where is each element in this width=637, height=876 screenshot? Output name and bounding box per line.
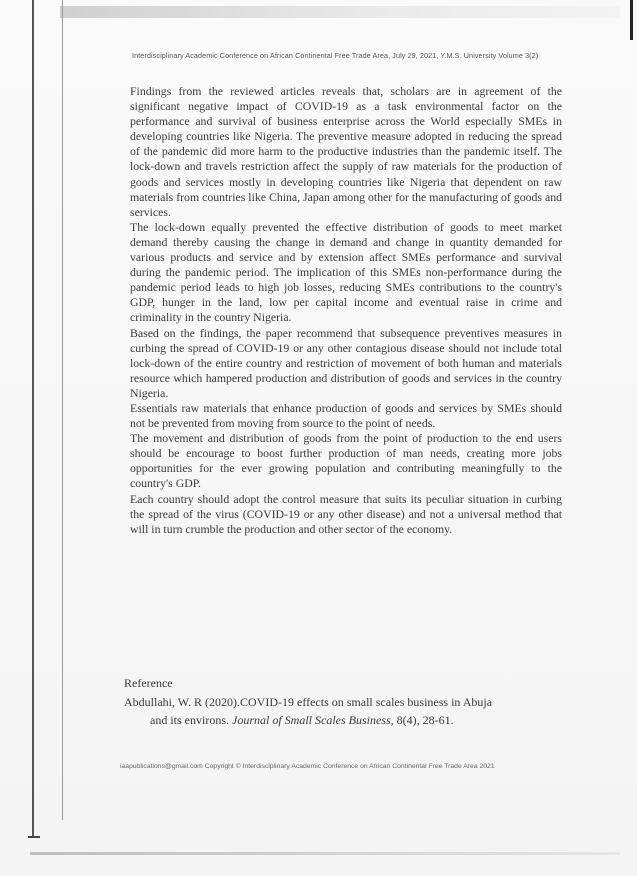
reference-entry (124, 693, 564, 729)
body-text (130, 84, 562, 537)
reference-journal: Journal of Small Scales Business, (232, 713, 394, 727)
page-corner-mark (28, 836, 40, 838)
reference-tail: 8(4), 28-61. (393, 713, 454, 727)
paragraph: Based on the findings, the paper recommend that subsequence preventives measures in curbing the spread of COVID-19 or any other contagious disease should not include total lock-down of the entire country and restriction of movement of both human and materials resource which hampered production and distribution of goods and services in the country Nigeria. (130, 325, 562, 400)
reference-lead: Abdullahi, W. R (2020).COVID-19 effects on small scales business in Abuja (124, 695, 493, 709)
paragraph: The movement and distribution of goods from the point of production to the end users should be encourage to boost further production of man needs, creating more jobs opportunities for the ever growing population and contributing meaningfully to the country's GDP. (130, 431, 562, 491)
paragraph: The lock-down equally prevented the effective distribution of goods to meet market demand thereby causing the change in demand and change in quantity demanded for various products and service and by extension affect SMEs performance and survival during the pandemic period. The implication of this SMEs non-performance during the pandemic period leads to high job losses, reducing SMEs contributions to the country's GDP, hunger in the land, low per capital income and eventual raise in crime and criminality in the country Nigeria. (130, 219, 562, 325)
page-left-edge (32, 0, 34, 836)
paragraph: Findings from the reviewed articles reveals that, scholars are in agreement of the significant negative impact of COVID-19 as a task environmental factor on the performance and survival of business enterprise across the World especially SMEs in developing countries like Nigeria. The preventive measure adopted in reducing the spread of the pandemic did more harm to the productive industries than the pandemic itself. The lock-down and travels restriction affect the supply of raw materials for the production of goods and services mostly in developing countries like Nigeria that dependent on raw materials from countries like China, Japan among other for the manufacturing of goods and services. (130, 84, 562, 219)
reference-continuation (124, 711, 564, 729)
page-right-edge (630, 0, 633, 40)
paragraph: Each country should adopt the control measure that suits its peculiar situation in curbing the spread of the virus (COVID-19 or any other disease) and not a universal method that will in turn crumble the production and other sector of the economy. (130, 491, 562, 536)
reference-heading: Reference (124, 676, 173, 690)
reference-cont-text: and its environs. (150, 713, 232, 727)
scan-top-shadow (60, 6, 620, 18)
running-head: Interdisciplinary Academic Conference on African Continental Free Trade Area, July 29, 2021, Y.M.S. University Volume 3(2) (132, 51, 539, 60)
scan-bottom-shadow (30, 852, 620, 855)
paragraph: Essentials raw materials that enhance production of goods and services by SMEs should not be prevented from moving from source to the point of needs. (130, 400, 562, 431)
page-footer: iaapublications@gmail.com Copyright © Interdisciplinary Academic Conference on African Continental Free Trade Area 2021 (120, 763, 495, 770)
page-margin-line (62, 0, 63, 820)
